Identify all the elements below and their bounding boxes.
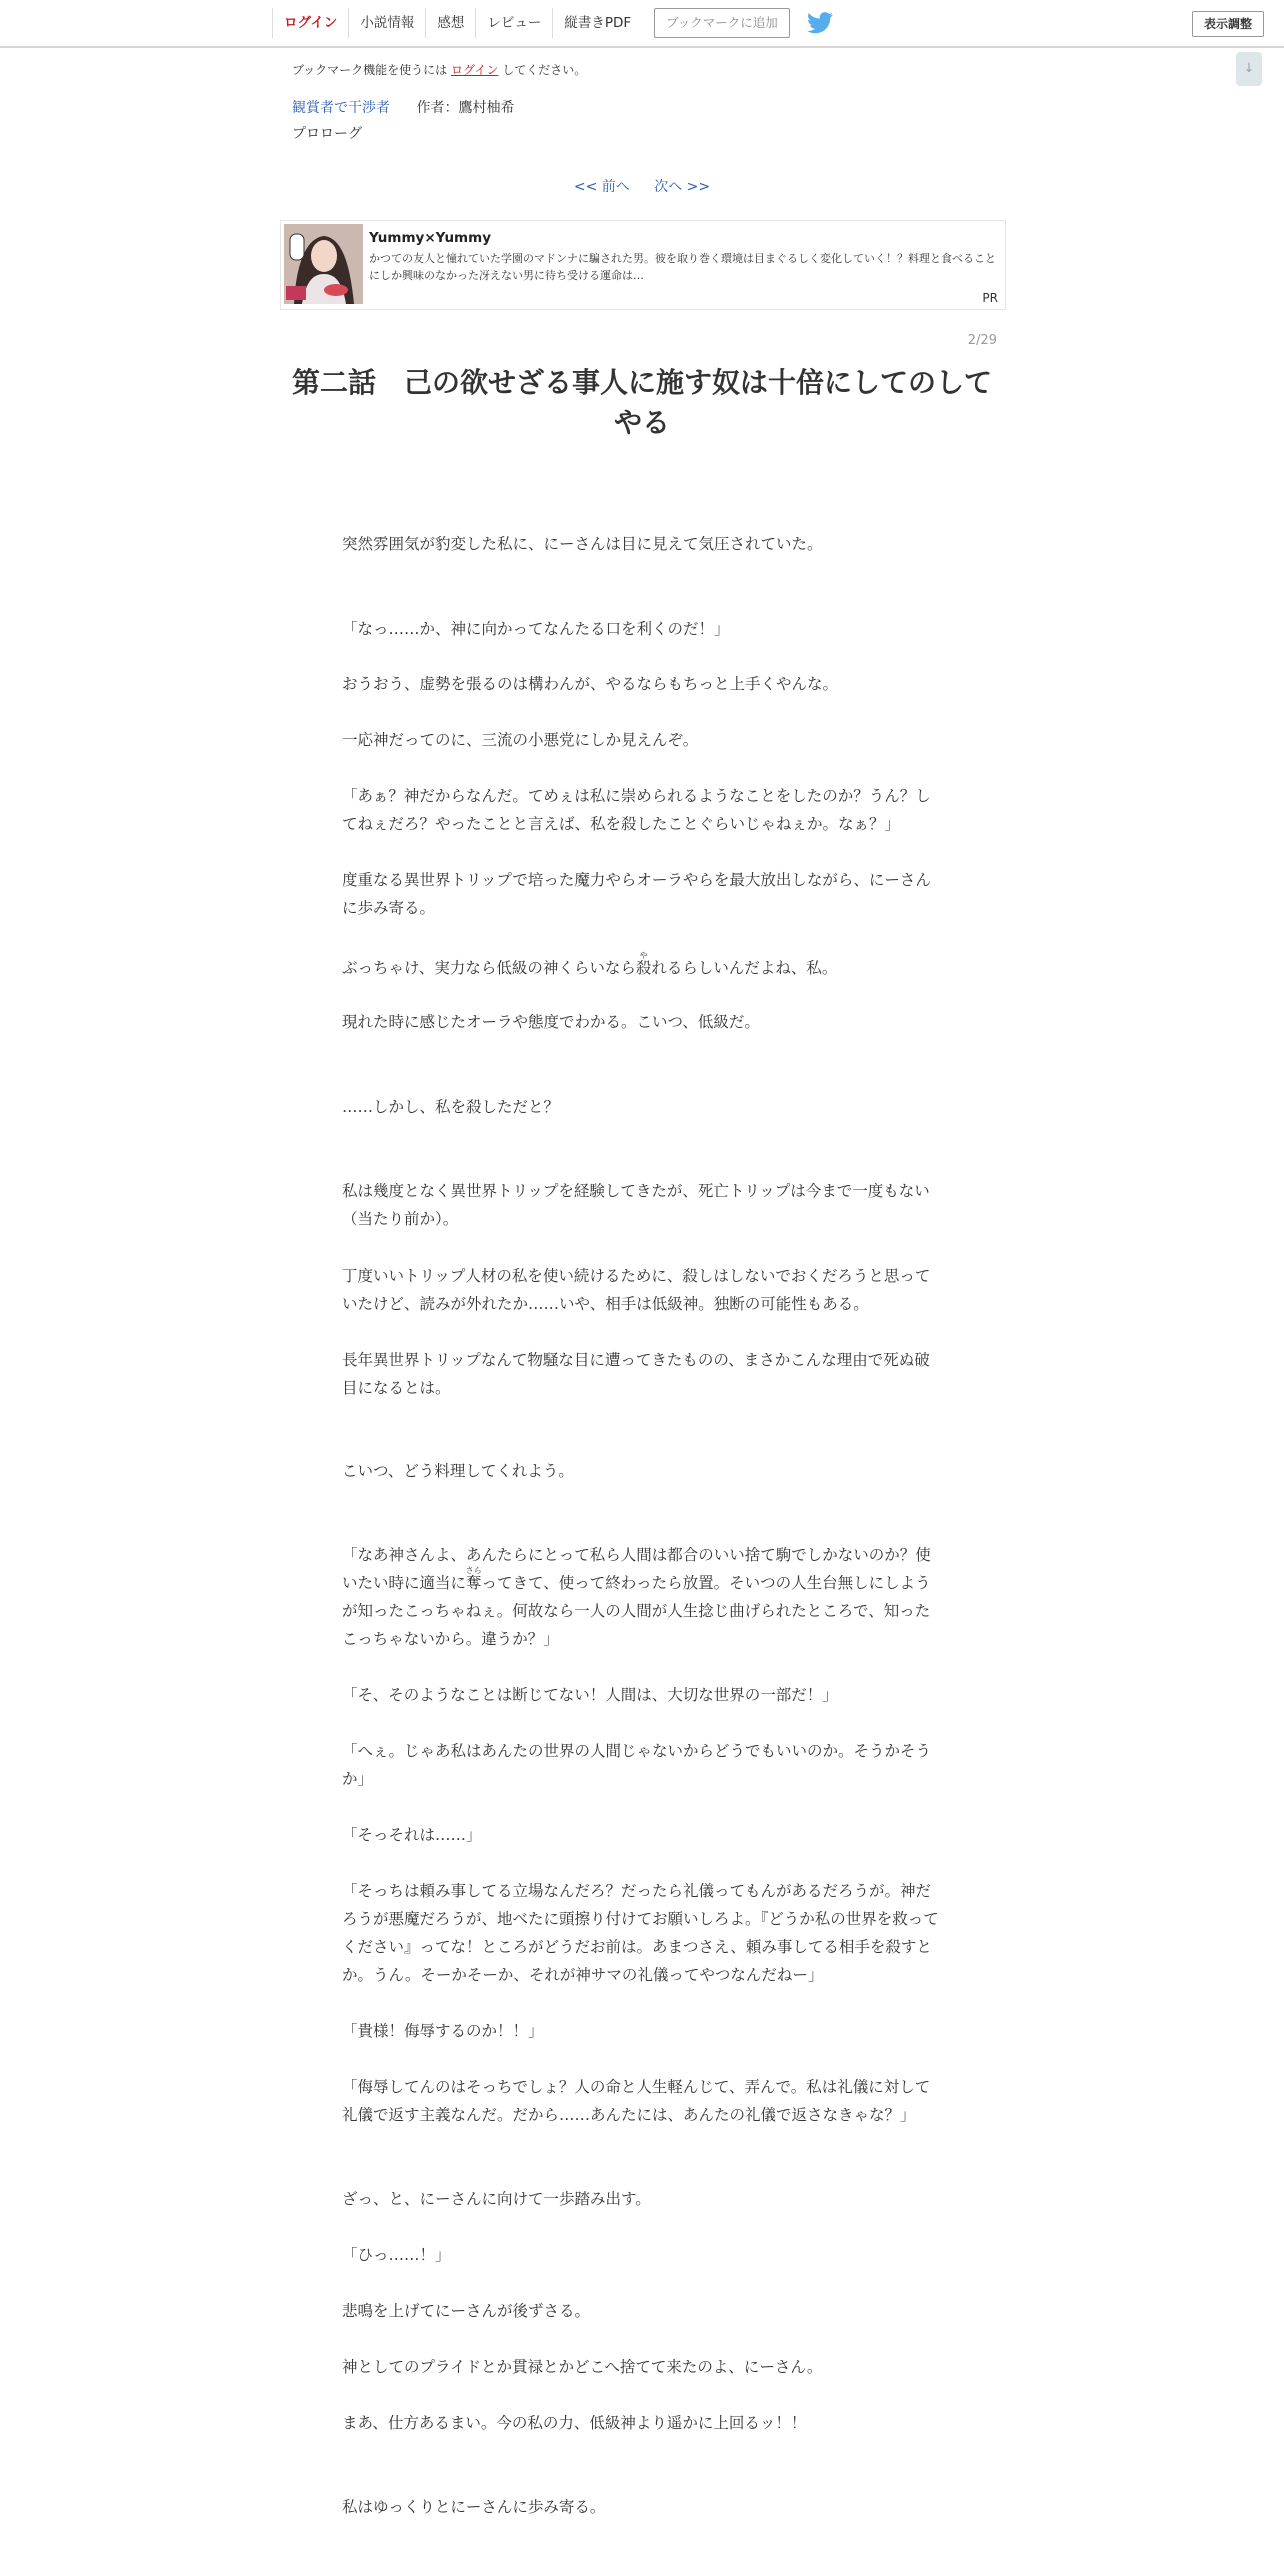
ruby-base: 殺 bbox=[635, 959, 652, 977]
bookmark-notice bbox=[292, 61, 586, 78]
body-paragraph: 度重なる異世界トリップで培った魔力やらオーラやらを最大放出しながら、にーさんに歩み寄る。 bbox=[342, 871, 931, 917]
body-paragraph: こいつ、どう料理してくれよう。 bbox=[342, 1462, 574, 1480]
ad-thumbnail[interactable] bbox=[284, 224, 363, 304]
body-paragraph: 「貴様！侮辱するのか！！」 bbox=[342, 2022, 544, 2040]
text-segment: れるらしいんだよね、私。 bbox=[651, 959, 838, 977]
body-paragraph: 私はゆっくりとにーさんに歩み寄る。 bbox=[342, 2498, 606, 2516]
body-paragraph bbox=[342, 951, 942, 982]
notice-text-after: してください。 bbox=[502, 63, 587, 77]
text-segment: 「なあ神さんよ、あんたらにとって私ら人間は都合のいい捨て駒でしかないのか？使いたい時に適当に bbox=[342, 1546, 931, 1592]
prev-link[interactable]: << 前へ bbox=[573, 179, 630, 195]
body-paragraph: 「そ、そのようなことは断じてない！人間は、大切な世界の一部だ！」 bbox=[342, 1686, 838, 1704]
page-number: 2/29 bbox=[967, 333, 997, 348]
body-paragraph: 突然雰囲気が豹変した私に、にーさんは目に見えて気圧されていた。 bbox=[342, 535, 823, 553]
body-paragraph: おうおう、虚勢を張るのは構わんが、やるならもちっと上手くやんな。 bbox=[342, 675, 839, 693]
nav-vertical-pdf[interactable]: 縦書きPDF bbox=[552, 8, 642, 38]
body-paragraph: 「あぁ？神だからなんだ。てめぇは私に崇められるようなことをしたのか？うん？してねぇだろ？やったことと言えば、私を殺したことぐらいじゃねぇか。なぁ？」 bbox=[342, 787, 931, 833]
body-paragraph: 「へぇ。じゃあ私はあんたの世界の人間じゃないからどうでもいいのか。そうかそうか」 bbox=[342, 1742, 932, 1788]
body-paragraph: 「そっちは頼み事してる立場なんだろ？だったら礼儀ってもんがあるだろうが。神だろうが悪魔だろうが、地べたに頭擦り付けてお願いしろよ。『どうか私の世界を救ってください』ってな！ところがどうだお前は。あまつさえ、頼み事してる相手を殺すとか。うん。そーかそーか、それが神サマの礼儀ってやつなんだねー」 bbox=[342, 1882, 939, 1984]
novel-title-link[interactable]: 観賞者で干渉者 bbox=[292, 100, 390, 116]
author-name: 作者：鷹村柚希 bbox=[416, 100, 515, 116]
ruby-annotation: や bbox=[635, 951, 652, 960]
novel-meta bbox=[292, 97, 514, 117]
notice-login-link[interactable]: ログイン bbox=[451, 63, 499, 77]
ruby-base: 奪 bbox=[465, 1574, 482, 1592]
bookmark-add-button[interactable]: ブックマークに追加 bbox=[654, 8, 790, 38]
body-paragraph: 「そっそれは……」 bbox=[342, 1826, 482, 1844]
next-link[interactable]: 次へ >> bbox=[654, 179, 711, 195]
chapter-title: 第二話 己の欲せざる事人に施す奴は十倍にしてのしてやる bbox=[291, 366, 992, 439]
ruby-annotation: さら bbox=[465, 1566, 482, 1575]
notice-text-before: ブックマーク機能を使うには bbox=[292, 63, 448, 77]
ad-pr-label: PR bbox=[982, 291, 998, 305]
arrow-down-icon[interactable]: ↓ bbox=[1236, 52, 1262, 86]
body-paragraph: 悲鳴を上げてにーさんが後ずさる。 bbox=[342, 2302, 591, 2320]
body-paragraph bbox=[342, 1541, 942, 1653]
nav-impressions[interactable]: 感想 bbox=[425, 8, 475, 38]
body-paragraph: 丁度いいトリップ人材の私を使い続けるために、殺しはしないでおくだろうと思っていたけど、読みが外れたか……いや、相手は低級神。独断の可能性もある。 bbox=[342, 1267, 931, 1313]
chapter-group-label: プロローグ bbox=[292, 126, 362, 142]
text-segment: ってきて、使って終わったら放置。そいつの人生台無しにしようが知ったこっちゃねぇ。何故なら一人の人間が人生捻じ曲げられたところで、知ったこっちゃないから。違うか？」 bbox=[342, 1574, 931, 1648]
ad-banner[interactable] bbox=[280, 220, 1006, 310]
body-paragraph: 「侮辱してんのはそっちでしょ？人の命と人生軽んじて、弄んで。私は礼儀に対して礼儀で返す主義なんだ。だから……あんたには、あんたの礼儀で返さなきゃな？」 bbox=[342, 2078, 931, 2124]
ad-description: かつての友人と憧れていた学園のマドンナに騙された男。彼を取り巻く環境は目まぐるしく変化していく！？料理と食べることにしか興味のなかった冴えない男に待ち受ける運命は… bbox=[369, 252, 996, 282]
body-paragraph: 「なっ……か、神に向かってなんたる口を利くのだ！」 bbox=[342, 620, 730, 638]
body-paragraph: 長年異世界トリップなんて物騒な目に遭ってきたものの、まさかこんな理由で死ぬ破目になるとは。 bbox=[342, 1351, 930, 1397]
body-paragraph: 現れた時に感じたオーラや態度でわかる。こいつ、低級だ。 bbox=[342, 1013, 760, 1031]
twitter-icon[interactable] bbox=[807, 12, 833, 34]
body-paragraph: 神としてのプライドとか貫禄とかどこへ捨てて来たのよ、にーさん。 bbox=[342, 2358, 823, 2376]
top-nav-bar bbox=[0, 0, 1284, 48]
top-pager bbox=[0, 176, 1284, 196]
body-paragraph: 一応神だってのに、三流の小悪党にしか見えんぞ。 bbox=[342, 731, 699, 749]
nav-login[interactable]: ログイン bbox=[272, 8, 348, 38]
display-settings-button[interactable]: 表示調整 bbox=[1192, 11, 1264, 37]
ad-title[interactable]: Yummy×Yummy bbox=[369, 230, 491, 246]
body-paragraph: 私は幾度となく異世界トリップを経験してきたが、死亡トリップは今まで一度もない（当たり前か）。 bbox=[342, 1182, 930, 1228]
body-paragraph: 「ひっ……！」 bbox=[342, 2246, 451, 2264]
nav-review[interactable]: レビュー bbox=[475, 8, 552, 38]
body-paragraph: まあ、仕方あるまい。今の私の力、低級神より遥かに上回るッ！！ bbox=[342, 2414, 807, 2432]
nav-menu bbox=[272, 0, 833, 46]
ruby-word bbox=[635, 951, 652, 977]
ruby-word bbox=[465, 1566, 482, 1592]
body-paragraph: ……しかし、私を殺しただと？ bbox=[342, 1098, 560, 1116]
text-segment: ぶっちゃけ、実力なら低級の神くらいなら bbox=[342, 959, 636, 977]
body-paragraph: ざっ、と、にーさんに向けて一歩踏み出す。 bbox=[342, 2190, 651, 2208]
nav-novel-info[interactable]: 小説情報 bbox=[348, 8, 425, 38]
